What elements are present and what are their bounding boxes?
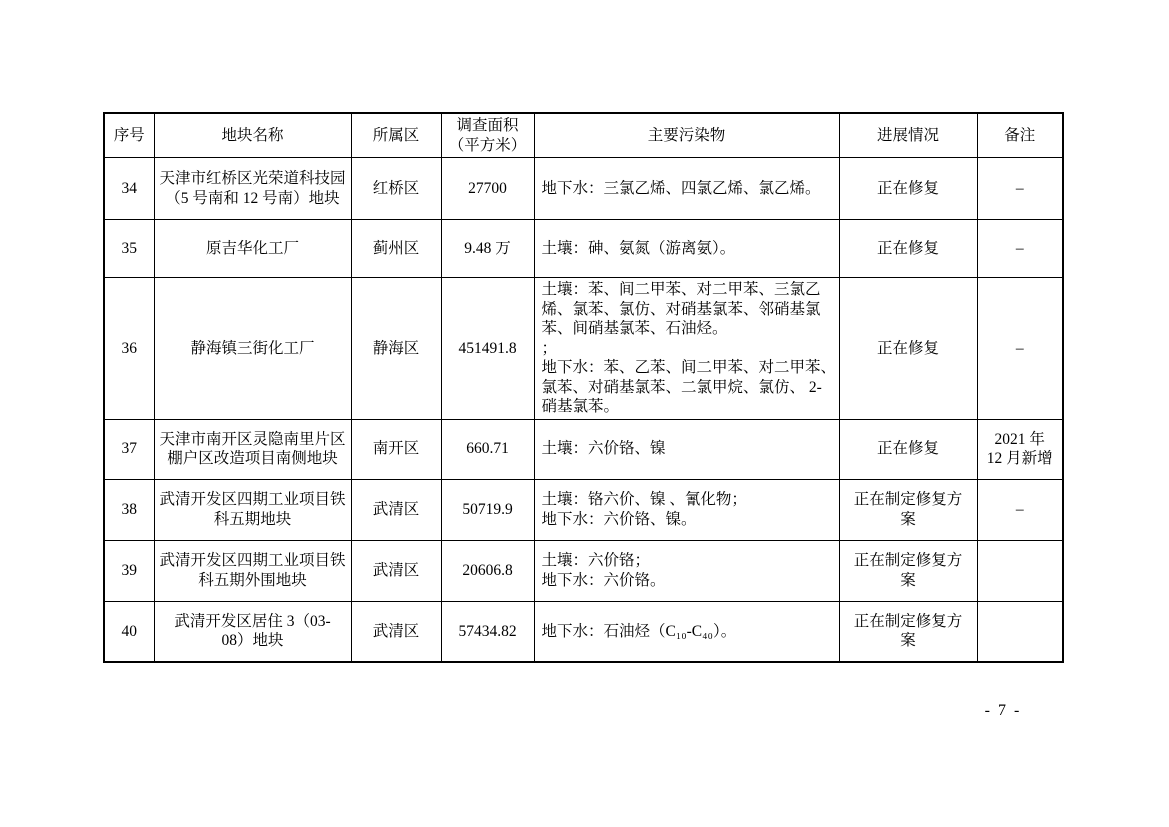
cell-name: 天津市南开区灵隐南里片区 棚户区改造项目南侧地块: [154, 419, 351, 479]
cell-area: 20606.8: [441, 540, 534, 601]
cell-district: 武清区: [351, 540, 441, 601]
header-district: 所属区: [351, 113, 441, 158]
cell-district: 静海区: [351, 278, 441, 420]
cell-progress: 正在修复: [839, 220, 977, 278]
cell-index: 38: [104, 479, 154, 540]
header-name: 地块名称: [154, 113, 351, 158]
cell-area: 57434.82: [441, 601, 534, 662]
cell-index: 40: [104, 601, 154, 662]
cell-index: 35: [104, 220, 154, 278]
table-header-row: [104, 113, 1063, 158]
cell-pollutants: 土壤：六价铬、镍: [534, 419, 839, 479]
cell-remark: –: [977, 278, 1063, 420]
cell-progress: 正在制定修复方 案: [839, 540, 977, 601]
cell-name: 武清开发区居住 3（03- 08）地块: [154, 601, 351, 662]
cell-area: 660.71: [441, 419, 534, 479]
cell-progress: 正在修复: [839, 419, 977, 479]
table-row: [104, 479, 1063, 540]
cell-remark: [977, 601, 1063, 662]
cell-district: 武清区: [351, 601, 441, 662]
header-progress: 进展情况: [839, 113, 977, 158]
table-row: [104, 419, 1063, 479]
cell-remark: –: [977, 220, 1063, 278]
cell-name: 静海镇三街化工厂: [154, 278, 351, 420]
cell-name: 原吉华化工厂: [154, 220, 351, 278]
cell-index: 36: [104, 278, 154, 420]
table-row: [104, 220, 1063, 278]
cell-district: 蓟州区: [351, 220, 441, 278]
cell-pollutants: 土壤：铬六价、镍 、氰化物； 地下水：六价铬、镍。: [534, 479, 839, 540]
table-row: [104, 540, 1063, 601]
cell-pollutants: 地下水：三氯乙烯、四氯乙烯、氯乙烯。: [534, 158, 839, 220]
cell-name: 武清开发区四期工业项目铁 科五期地块: [154, 479, 351, 540]
cell-index: 37: [104, 419, 154, 479]
cell-name: 天津市红桥区光荣道科技园 （5 号南和 12 号南）地块: [154, 158, 351, 220]
cell-area: 27700: [441, 158, 534, 220]
header-index: 序号: [104, 113, 154, 158]
cell-index: 34: [104, 158, 154, 220]
table-row: [104, 601, 1063, 662]
header-pollutants: 主要污染物: [534, 113, 839, 158]
cell-progress: 正在修复: [839, 278, 977, 420]
cell-pollutants: 土壤：六价铬； 地下水：六价铬。: [534, 540, 839, 601]
cell-pollutants: 土壤：苯、间二甲苯、对二甲苯、三氯乙 烯、氯苯、氯仿、对硝基氯苯、邻硝基氯 苯、间硝基氯苯、石油烃。 ； 地下水：苯、乙苯、间二甲苯、对二甲苯、 氯苯、对硝基氯苯、二氯甲烷、氯仿、 2- 硝基氯苯。: [534, 278, 839, 420]
cell-remark: –: [977, 479, 1063, 540]
contaminated-plots-table: [103, 112, 1064, 663]
cell-area: 451491.8: [441, 278, 534, 420]
cell-index: 39: [104, 540, 154, 601]
cell-progress: 正在制定修复方 案: [839, 601, 977, 662]
table-row: [104, 158, 1063, 220]
cell-progress: 正在修复: [839, 158, 977, 220]
cell-district: 武清区: [351, 479, 441, 540]
cell-progress: 正在制定修复方 案: [839, 479, 977, 540]
cell-area: 50719.9: [441, 479, 534, 540]
cell-area: 9.48 万: [441, 220, 534, 278]
header-area: 调查面积 （平方米）: [441, 113, 534, 158]
cell-pollutants: 土壤：砷、氨氮（游离氨）。: [534, 220, 839, 278]
header-remark: 备注: [977, 113, 1063, 158]
cell-name: 武清开发区四期工业项目铁 科五期外围地块: [154, 540, 351, 601]
cell-pollutants: 地下水：石油烃（C₁₀-C₄₀）。: [534, 601, 839, 662]
cell-district: 南开区: [351, 419, 441, 479]
table-row: [104, 278, 1063, 420]
cell-district: 红桥区: [351, 158, 441, 220]
cell-remark: 2021 年 12 月新增: [977, 419, 1063, 479]
page-number: - 7 -: [984, 702, 1022, 719]
cell-remark: –: [977, 158, 1063, 220]
cell-remark: [977, 540, 1063, 601]
